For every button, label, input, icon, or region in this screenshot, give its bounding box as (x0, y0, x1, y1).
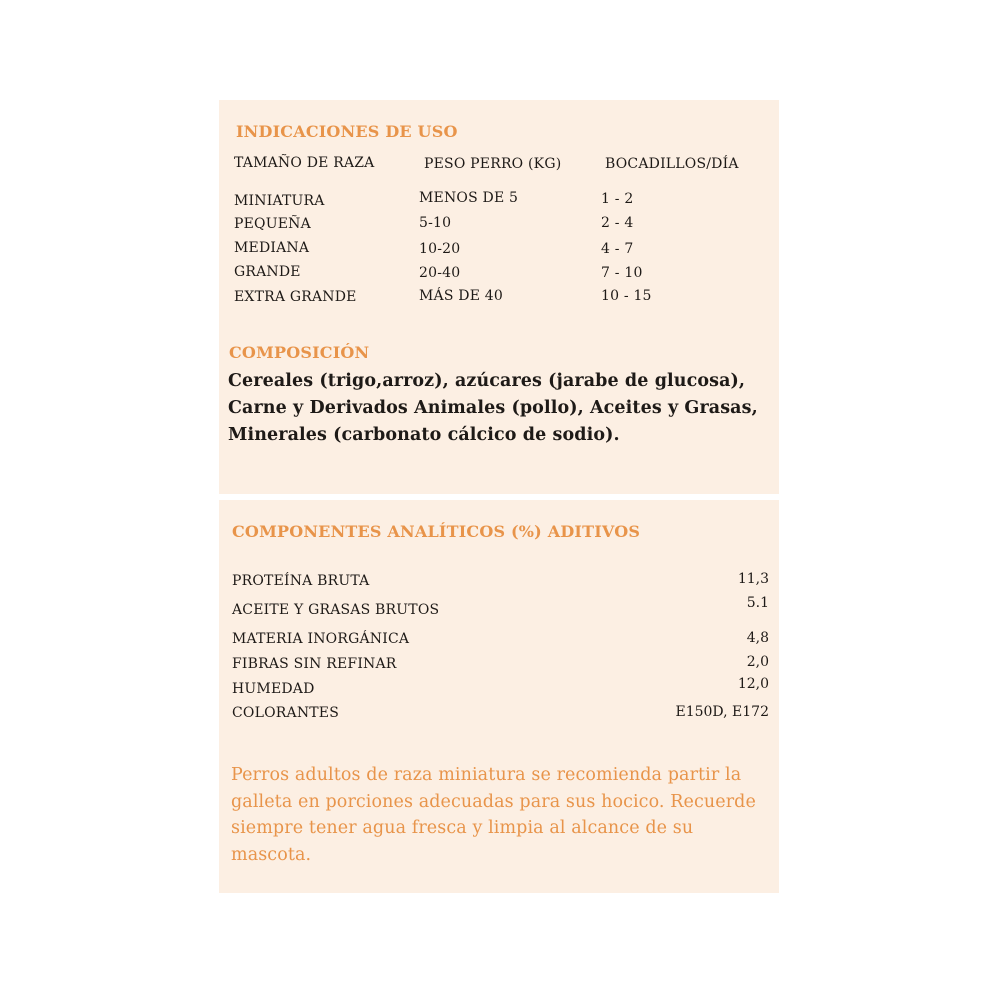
usage-row-weight: 10-20 (419, 241, 461, 257)
usage-row-breed: PEQUEÑA (234, 216, 311, 232)
usage-row-snacks: 10 - 15 (601, 288, 652, 304)
usage-heading: INDICACIONES DE USO (236, 122, 458, 141)
usage-header-weight: PESO PERRO (KG) (424, 156, 562, 172)
analytics-row-value: 5.1 (746, 595, 769, 611)
usage-row-weight: MENOS DE 5 (419, 190, 519, 206)
usage-row-snacks: 4 - 7 (601, 241, 634, 257)
feeding-note: Perros adultos de raza miniatura se recomienda partir la galleta en porciones adecuadas para sus hocico. Recuerde siempre tener agua fresca y limpia al alcance de su mascota. (231, 765, 756, 865)
analytics-panel (219, 500, 779, 893)
analytics-row-value: E150D, E172 (675, 704, 769, 720)
usage-row-weight: MÁS DE 40 (419, 288, 503, 304)
usage-row-breed: MEDIANA (234, 240, 310, 256)
composition-heading: COMPOSICIÓN (229, 343, 370, 362)
analytics-row-label: MATERIA INORGÁNICA (232, 631, 410, 647)
usage-composition-panel (219, 100, 779, 494)
analytics-heading: COMPONENTES ANALÍTICOS (%) ADITIVOS (232, 522, 641, 541)
usage-row-snacks: 1 - 2 (601, 191, 634, 207)
usage-row-snacks: 2 - 4 (601, 215, 634, 231)
analytics-row-value: 11,3 (737, 571, 769, 587)
usage-header-breed-size: TAMAÑO DE RAZA (234, 155, 375, 171)
usage-row-snacks: 7 - 10 (601, 265, 643, 281)
usage-row-breed: EXTRA GRANDE (234, 289, 357, 305)
usage-row-weight: 5-10 (419, 215, 452, 231)
usage-row-breed: GRANDE (234, 264, 301, 280)
analytics-row-value: 4,8 (746, 630, 769, 646)
analytics-row-value: 2,0 (746, 654, 769, 670)
analytics-row-label: FIBRAS SIN REFINAR (232, 656, 397, 672)
usage-row-breed: MINIATURA (234, 193, 325, 209)
analytics-row-value: 12,0 (737, 676, 769, 692)
analytics-row-label: HUMEDAD (232, 681, 315, 697)
analytics-row-label: PROTEÍNA BRUTA (232, 573, 370, 589)
usage-row-weight: 20-40 (419, 265, 461, 281)
composition-text: Cereales (trigo,arroz), azúcares (jarabe de glucosa), Carne y Derivados Animales (pollo), Aceites y Grasas, Minerales (carbonato cálcico de sodio). (228, 371, 758, 445)
analytics-row-label: ACEITE Y GRASAS BRUTOS (232, 602, 440, 618)
analytics-row-label: COLORANTES (232, 705, 340, 721)
usage-header-snacks: BOCADILLOS/DÍA (605, 156, 739, 172)
